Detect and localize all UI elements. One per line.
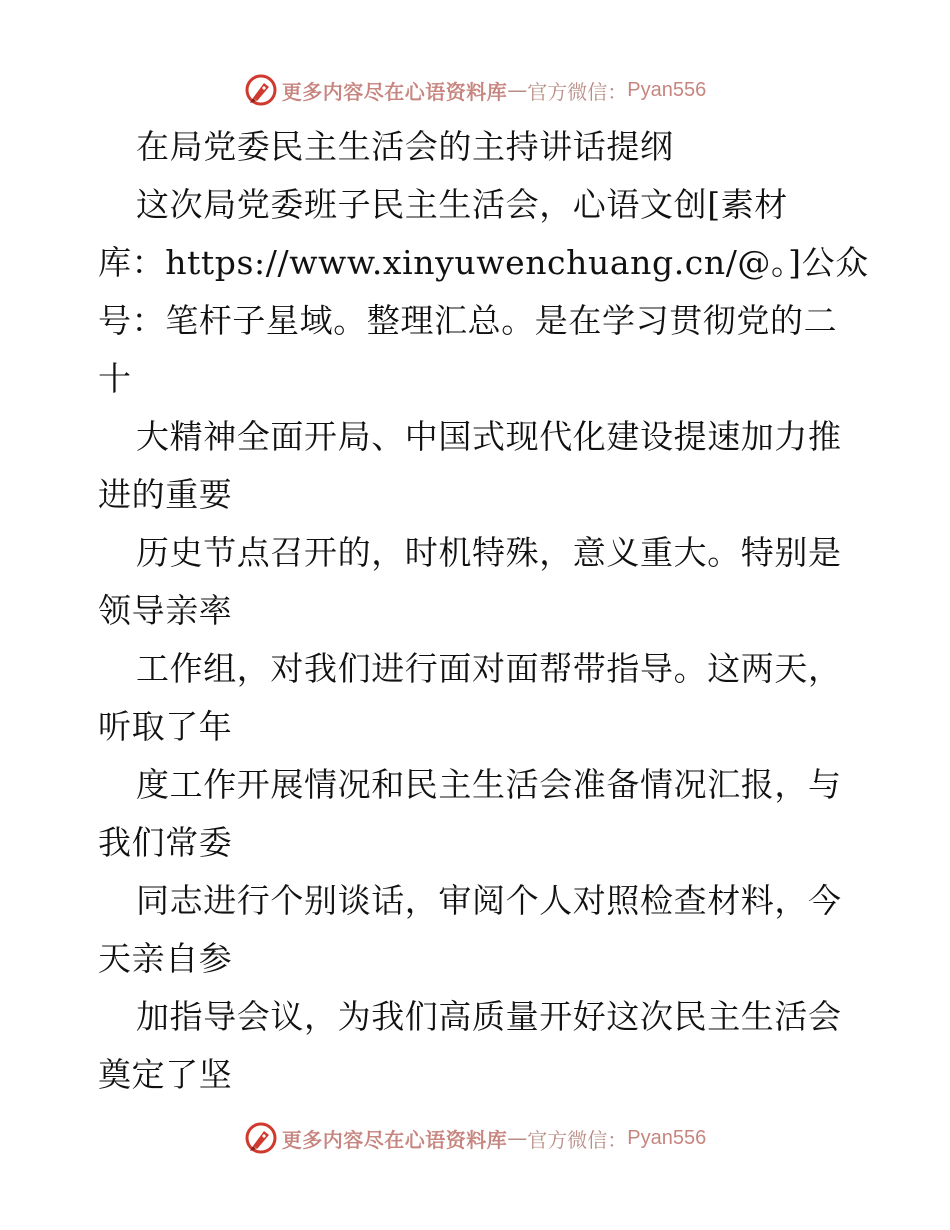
watermark-banner-top (0, 70, 950, 110)
document-text-line: 同志进行个别谈话，审阅个人对照检查材料，今 (136, 881, 842, 920)
document-text-line: 大精神全面开局、中国式现代化建设提速加力推 (136, 417, 842, 456)
document-text-line: 加指导会议，为我们高质量开好这次民主生活会 (136, 997, 842, 1036)
document-text-line: 我们常委 (98, 823, 233, 862)
document-text-line: 度工作开展情况和民主生活会准备情况汇报，与 (136, 765, 842, 804)
document-text-line: 奠定了坚 (98, 1055, 233, 1094)
watermark-lead-text: 更多内容尽在心语资料库 (281, 79, 508, 104)
watermark-banner-bottom (0, 1118, 950, 1158)
watermark-dash: — (507, 1126, 528, 1150)
document-body (98, 118, 869, 1104)
watermark-wechat-label: 官方微信： (527, 79, 628, 104)
document-text-line: 听取了年 (98, 707, 233, 746)
document-text-line: 历史节点召开的，时机特殊，意义重大。特别是 (136, 533, 842, 572)
document-text-line: 领导亲率 (98, 591, 233, 630)
document-title-line: 在局党委民主生活会的主持讲话提纲 (136, 127, 674, 166)
watermark-lead-text: 更多内容尽在心语资料库 (281, 1127, 508, 1152)
watermark-dash: — (507, 78, 528, 102)
document-text-line: 号：笔杆子星域。整理汇总。是在学习贯彻党的二 (98, 301, 838, 340)
watermark-wechat-id: Pyan556 (627, 1126, 707, 1149)
watermark-wechat-label: 官方微信： (527, 1127, 628, 1152)
document-text-line: 进的重要 (98, 475, 233, 514)
document-text-line: 库：https://www.xinyuwenchuang.cn/@。]公众 (98, 243, 869, 282)
document-text-line: 十 (98, 359, 132, 398)
pen-nib-logo-icon (244, 1121, 278, 1155)
pen-nib-logo-icon (244, 73, 278, 107)
document-text-line: 天亲自参 (98, 939, 233, 978)
watermark-wechat-id: Pyan556 (627, 78, 707, 101)
document-text-line: 这次局党委班子民主生活会，心语文创[素材 (136, 185, 788, 224)
document-text-line: 工作组，对我们进行面对面帮带指导。这两天， (136, 649, 842, 688)
